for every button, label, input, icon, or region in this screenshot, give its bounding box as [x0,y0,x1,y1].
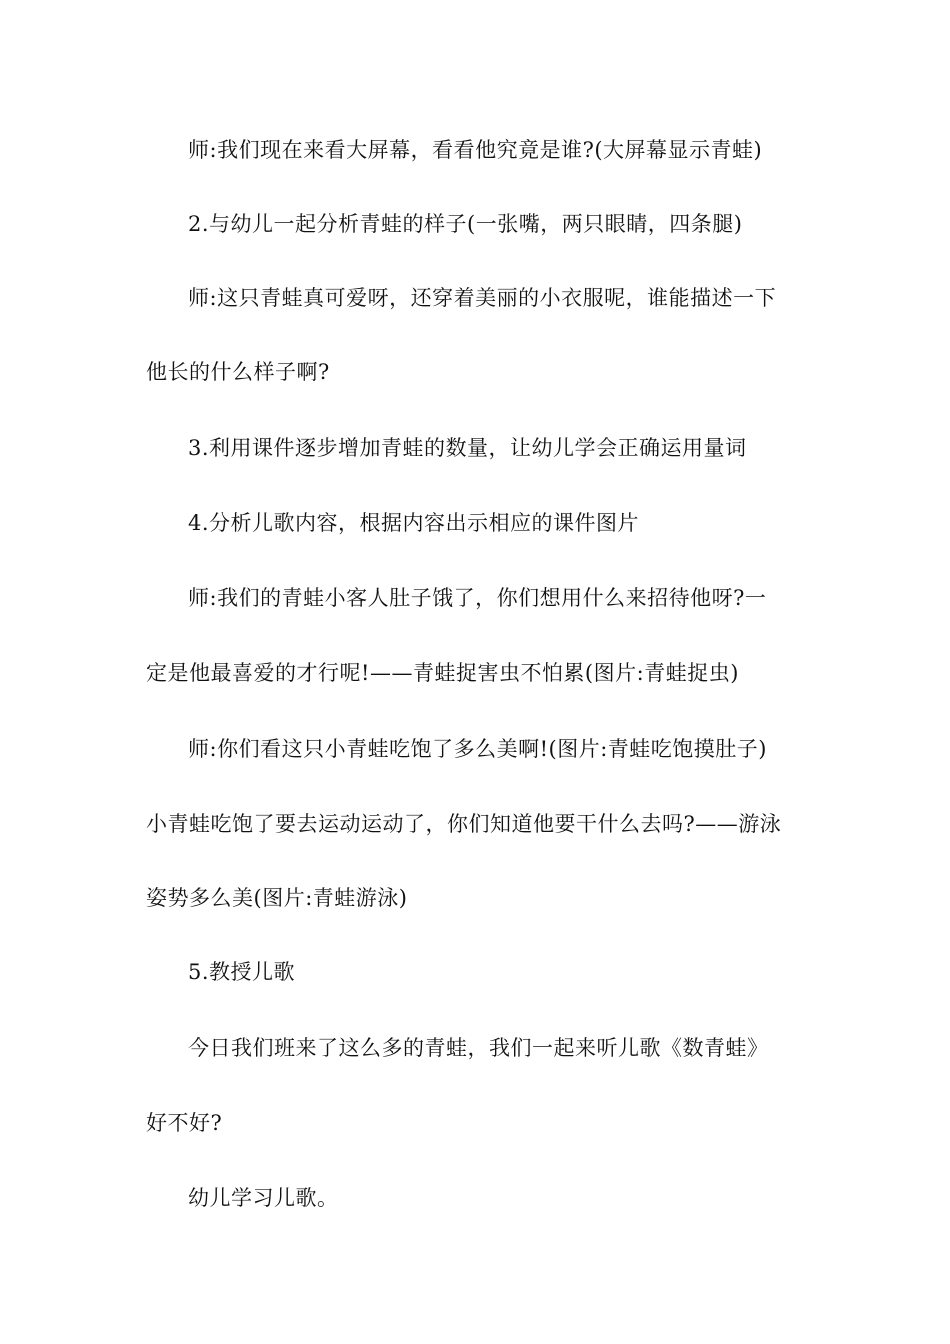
paragraph-line: 小青蛙吃饱了要去运动运动了，你们知道他要干什么去吗?——游泳 [146,812,782,836]
paragraph-line: 4.分析儿歌内容，根据内容出示相应的课件图片 [188,511,640,535]
paragraph-line: 师:我们现在来看大屏幕，看看他究竟是谁?(大屏幕显示青蛙) [188,138,763,162]
paragraph-line: 幼儿学习儿歌。 [188,1186,339,1210]
paragraph-line: 姿势多么美(图片:青蛙游泳) [146,886,408,910]
paragraph-line: 他长的什么样子啊? [146,360,330,384]
paragraph-line: 好不好? [146,1111,223,1135]
paragraph-line: 师:我们的青蛙小客人肚子饿了，你们想用什么来招待他呀?一 [188,586,767,610]
paragraph-line: 2.与幼儿一起分析青蛙的样子(一张嘴，两只眼睛，四条腿) [188,212,743,236]
paragraph-line: 5.教授儿歌 [188,960,296,984]
paragraph-line: 今日我们班来了这么多的青蛙，我们一起来听儿歌《数青蛙》 [188,1036,769,1060]
paragraph-line: 师:你们看这只小青蛙吃饱了多么美啊!(图片:青蛙吃饱摸肚子) [188,737,767,761]
paragraph-line: 3.利用课件逐步增加青蛙的数量，让幼儿学会正确运用量词 [188,436,747,460]
paragraph-line: 定是他最喜爱的才行呢!——青蛙捉害虫不怕累(图片:青蛙捉虫) [146,661,739,685]
paragraph-line: 师:这只青蛙真可爱呀，还穿着美丽的小衣服呢，谁能描述一下 [188,286,777,310]
